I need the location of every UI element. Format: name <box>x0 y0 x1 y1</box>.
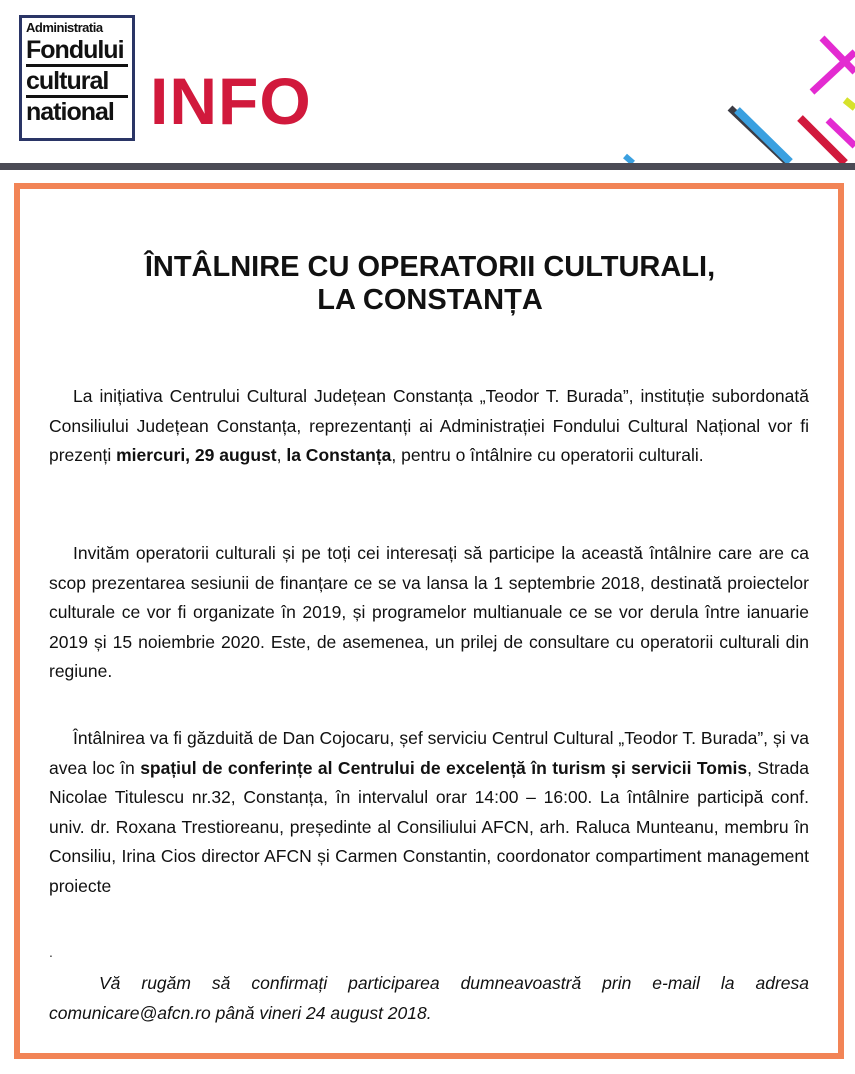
stripe-blue <box>737 110 790 162</box>
meeting-date: miercuri, 29 august <box>116 445 277 465</box>
article-title <box>60 251 800 317</box>
venue-name: spațiul de conferințe al Centrului de excelență în turism și servicii Tomis <box>140 757 748 778</box>
header <box>0 0 855 168</box>
article-frame <box>14 183 844 1059</box>
paragraph-venue: Întâlnirea va fi găzduită de Dan Cojocaru, șef serviciu Centrul Cultural „Teodor T. Burada”, și va avea loc în spațiul de conferințe al Centrului de excelență în turism și servicii Tomis, Strada Nicolae Titulescu nr.32, Constanța, în intervalul orar 14:00 – 16:00. La întâlnire participă conf. univ. dr. Roxana Trestioreanu, președinte al Consiliului AFCN, arh. Raluca Munteanu, membru în Consiliu, Irina Cios director AFCN și Carmen Constantin, coordonator compartiment management proiecte <box>49 728 809 896</box>
paragraph-confirmation: Vă rugăm să confirmați participarea dumneavoastră prin e-mail la adresa comunicare@afcn.ro până vineri 24 august 2018. <box>49 973 809 1023</box>
article-title-line2: LA CONSTANȚA <box>317 284 543 316</box>
logo-text-cultural: cultural <box>26 67 109 95</box>
stripe-red <box>800 118 845 163</box>
stripe-blue <box>625 156 633 163</box>
paragraph-initiative: La inițiativa Centrului Cultural Județean Constanța „Teodor T. Burada”, instituție subordonată Consiliului Județean Constanța, reprezentanți ai Administrației Fondului Cultural Național vor fi prezenți miercuri, 29 august, la Constanța, pentru o întâlnire cu operatorii culturali. <box>49 386 809 465</box>
stripe-magenta <box>828 120 855 146</box>
meeting-location: la Constanța <box>286 445 392 465</box>
logo-text-national: national <box>26 98 114 126</box>
header-divider-bar <box>0 163 855 170</box>
logo-text-administratia: Administratia <box>26 20 103 35</box>
info-heading: INFO <box>150 64 312 138</box>
stripe-magenta <box>812 52 855 92</box>
paragraph-invitation: Invităm operatorii culturali și pe toți cei interesați să participe la această întâlnire care are ca scop prezentarea sesiunii de finanțare ce se va lansa la 1 septembrie 2018, destinată proiectelor culturale ce vor fi organizate în 2019, și programelor multianuale ce se vor derula între ianuarie 2019 și 15 noiembrie 2020. Este, de asemenea, un prilej de consultare cu operatorii culturali din regiune. <box>49 543 809 681</box>
separator-dot: . <box>49 944 53 960</box>
decorative-stripes <box>600 0 855 168</box>
logo-text-fondului: Fondului <box>26 36 124 64</box>
article-title-line1: ÎNTÂLNIRE CU OPERATORII CULTURALI, <box>144 251 716 283</box>
stripe-yellow <box>845 100 855 108</box>
afcn-logo[interactable] <box>19 15 135 141</box>
